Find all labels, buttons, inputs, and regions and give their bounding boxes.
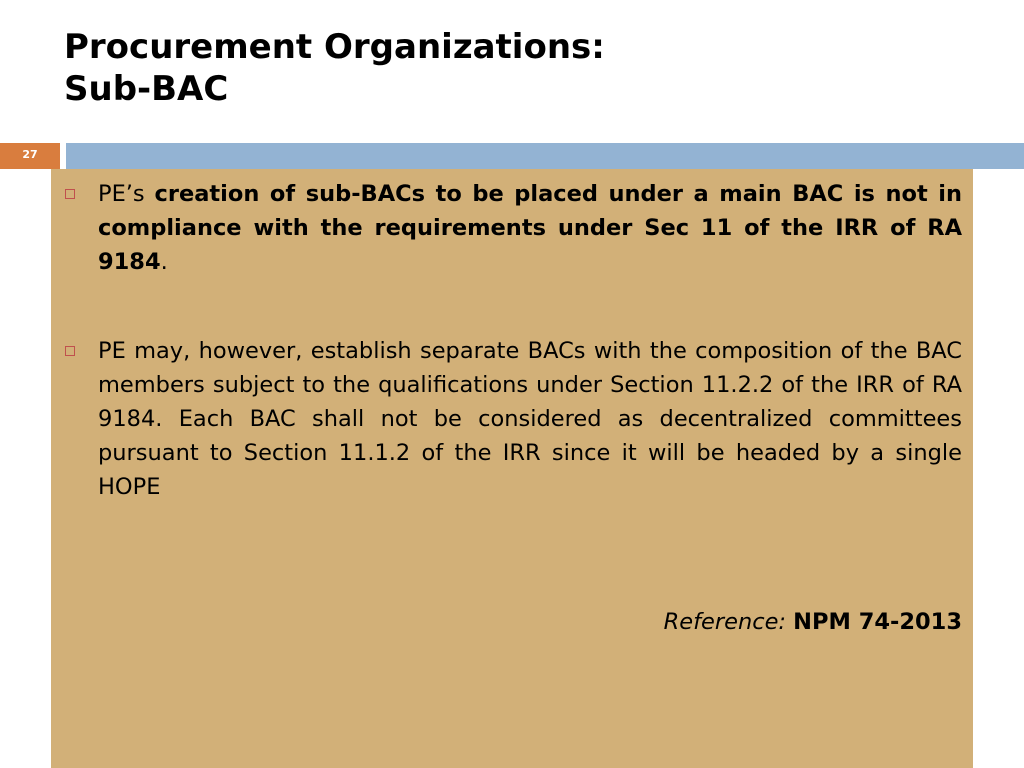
- reference-label: Reference:: [663, 609, 794, 635]
- bullet-bold-text: creation of sub-BACs to be placed under a main BAC is not in compliance with the requirements under Sec 11 of the IRR of RA 9184: [98, 181, 962, 275]
- title-line-2: Sub-BAC: [64, 69, 229, 109]
- header-bar: [66, 143, 1024, 169]
- square-bullet-icon: [65, 189, 75, 199]
- bullet-text: PE may, however, establish separate BACs with the composition of the BAC members subject to the qualifications under Section 11.2.2 of the IRR of RA 9184. Each BAC shall not be considered as decentralized committees pursuant to Section 11.1.2 of the IRR since it will be headed by a single HOPE: [98, 338, 962, 500]
- content-box: [51, 169, 973, 768]
- bullet-text: [98, 177, 962, 279]
- slide-title: [64, 26, 605, 110]
- bullet-prefix: PE’s: [98, 181, 155, 207]
- reference-line: [664, 605, 962, 639]
- page-number: 27: [0, 143, 60, 169]
- bullet-suffix: .: [160, 249, 168, 275]
- header-bar-row: [0, 143, 1024, 169]
- reference-value: NPM 74-2013: [793, 609, 962, 635]
- square-bullet-icon: [65, 346, 75, 356]
- title-line-1: Procurement Organizations:: [64, 27, 605, 67]
